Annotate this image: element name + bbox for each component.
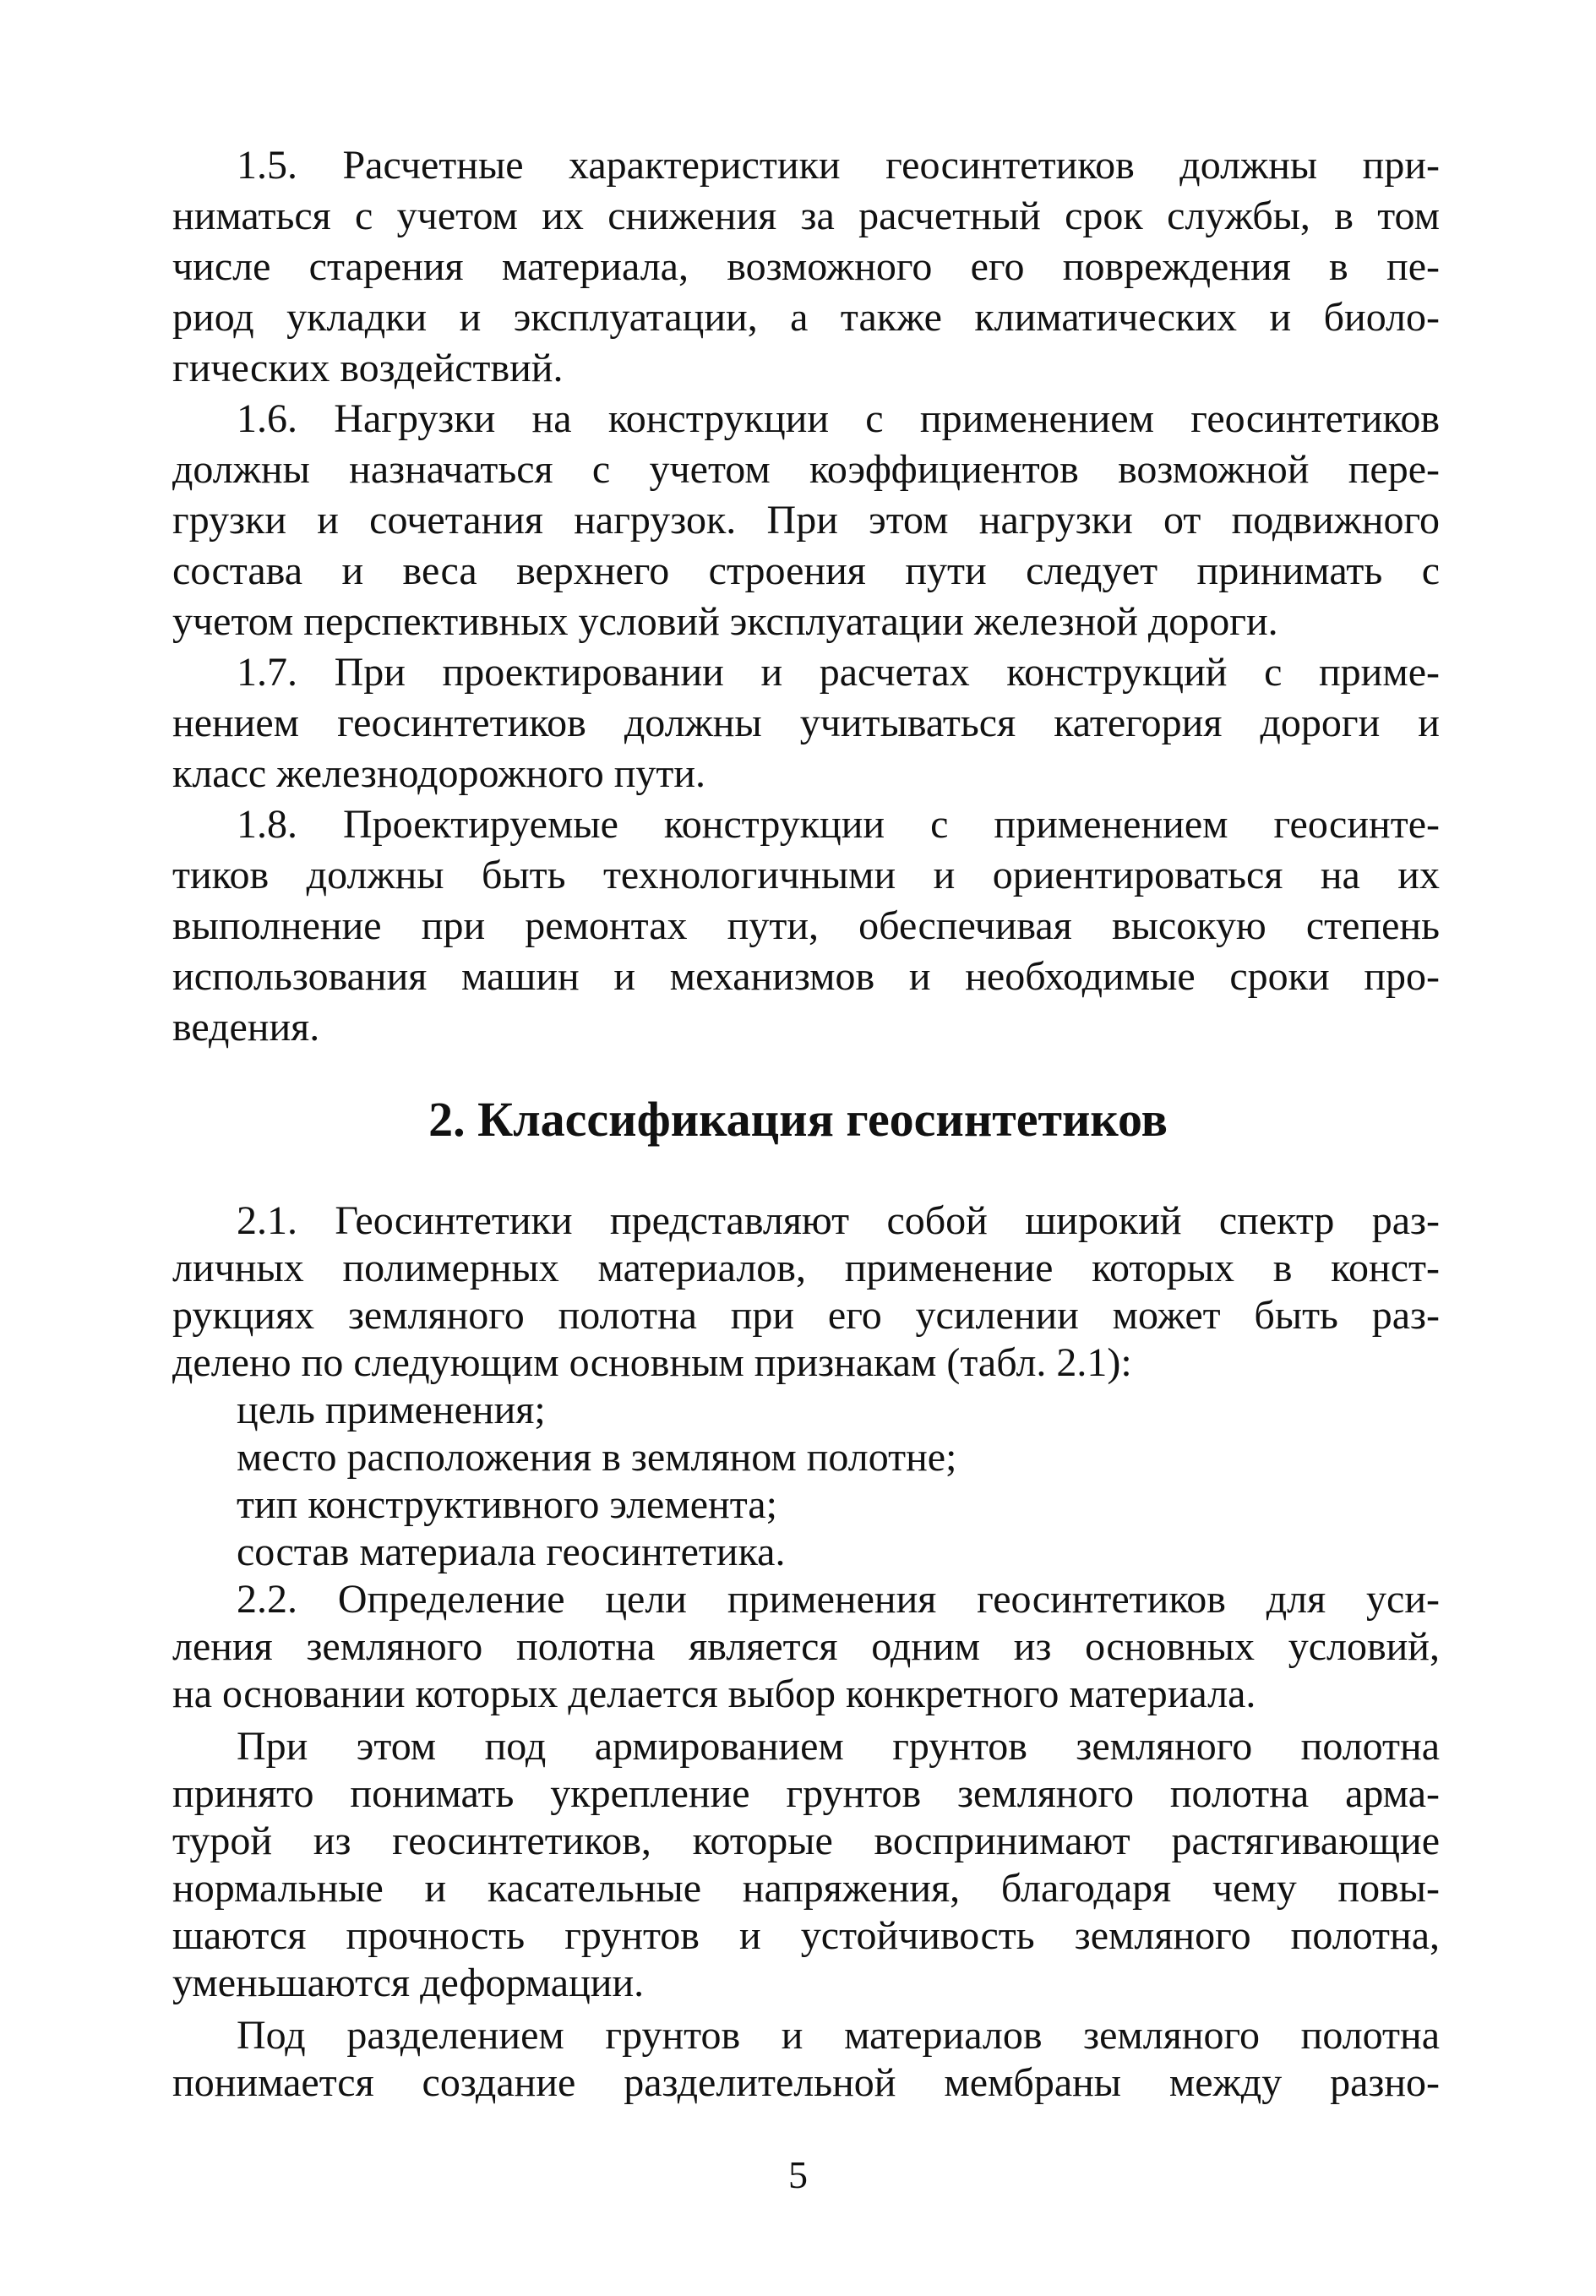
- text-line: числе старения материала, возможного его повреждения в пе-: [172, 244, 1440, 289]
- text-line: делено по следующим основным признакам (табл. 2.1):: [172, 1340, 1132, 1385]
- text-line: тиков должны быть технологичными и ориентироваться на их: [172, 853, 1440, 897]
- text-line: учетом перспективных условий эксплуатации железной дороги.: [172, 599, 1278, 644]
- bullet-list: [172, 1387, 1440, 1576]
- text-line: на основании которых делается выбор конкретного материала.: [172, 1672, 1256, 1716]
- text-line: 1.6. Нагрузки на конструкции с применением геосинтетиков: [237, 396, 1440, 441]
- text-line: При этом под армированием грунтов земляного полотна: [237, 1724, 1440, 1769]
- paragraph: [172, 1197, 1440, 1387]
- paragraph: [172, 140, 1440, 394]
- text-line: 2.1. Геосинтетики представляют собой широкий спектр раз-: [237, 1198, 1440, 1243]
- text-line: грузки и сочетания нагрузок. При этом нагрузки от подвижного: [172, 498, 1440, 543]
- paragraph: [172, 1576, 1440, 1718]
- text-line: принято понимать укрепление грунтов земляного полотна арма-: [172, 1771, 1440, 1816]
- section-1-text: [172, 140, 1440, 1053]
- text-line: шаются прочность грунтов и устойчивость земляного полотна,: [172, 1913, 1440, 1958]
- text-line: ления земляного полотна является одним из основных условий,: [172, 1624, 1440, 1669]
- list-item: цель применения;: [237, 1388, 546, 1432]
- paragraph: [172, 799, 1440, 1053]
- text-line: ниматься с учетом их снижения за расчетный срок службы, в том: [172, 194, 1440, 238]
- text-line: 1.7. При проектировании и расчетах конструкций с приме-: [237, 650, 1440, 695]
- list-item: состав материала геосинтетика.: [237, 1530, 786, 1574]
- text-line: личных полимерных материалов, применение которых в конст-: [172, 1246, 1440, 1290]
- text-line: ведения.: [172, 1005, 320, 1050]
- text-line: рукциях земляного полотна при его усилении может быть раз-: [172, 1293, 1440, 1338]
- text-line: нормальные и касательные напряжения, благодаря чему повы-: [172, 1866, 1440, 1911]
- text-line: 2.2. Определение цели применения геосинтетиков для уси-: [237, 1577, 1440, 1622]
- text-line: использования машин и механизмов и необходимые сроки про-: [172, 954, 1440, 999]
- text-line: класс железнодорожного пути.: [172, 751, 706, 796]
- paragraph: [172, 1723, 1440, 2007]
- text-line: 1.5. Расчетные характеристики геосинтетиков должны при-: [237, 143, 1440, 188]
- text-line: нением геосинтетиков должны учитываться категория дороги и: [172, 701, 1440, 745]
- section-2-text: [172, 1197, 1440, 2107]
- text-line: 1.8. Проектируемые конструкции с применением геосинте-: [237, 802, 1440, 847]
- paragraph: [172, 647, 1440, 799]
- text-line: Под разделением грунтов и материалов земляного полотна: [237, 2013, 1440, 2058]
- text-line: уменьшаются деформации.: [172, 1961, 645, 2005]
- section-heading: 2. Классификация геосинтетиков: [428, 1092, 1168, 1147]
- text-line: понимается создание разделительной мембраны между разно-: [172, 2060, 1440, 2105]
- paragraph: [172, 394, 1440, 647]
- text-line: гических воздействий.: [172, 346, 564, 390]
- text-line: должны назначаться с учетом коэффициентов возможной пере-: [172, 447, 1440, 492]
- paragraph: [172, 2012, 1440, 2107]
- text-line: выполнение при ремонтах пути, обеспечивая высокую степень: [172, 903, 1440, 948]
- list-item: тип конструктивного элемента;: [237, 1482, 777, 1527]
- text-line: состава и веса верхнего строения пути следует принимать с: [172, 548, 1440, 593]
- text-line: турой из геосинтетиков, которые воспринимают растягивающие: [172, 1819, 1440, 1863]
- text-line: риод укладки и эксплуатации, а также климатических и биоло-: [172, 295, 1440, 340]
- page-number: 5: [788, 2153, 808, 2196]
- list-item: место расположения в земляном полотне;: [237, 1435, 957, 1480]
